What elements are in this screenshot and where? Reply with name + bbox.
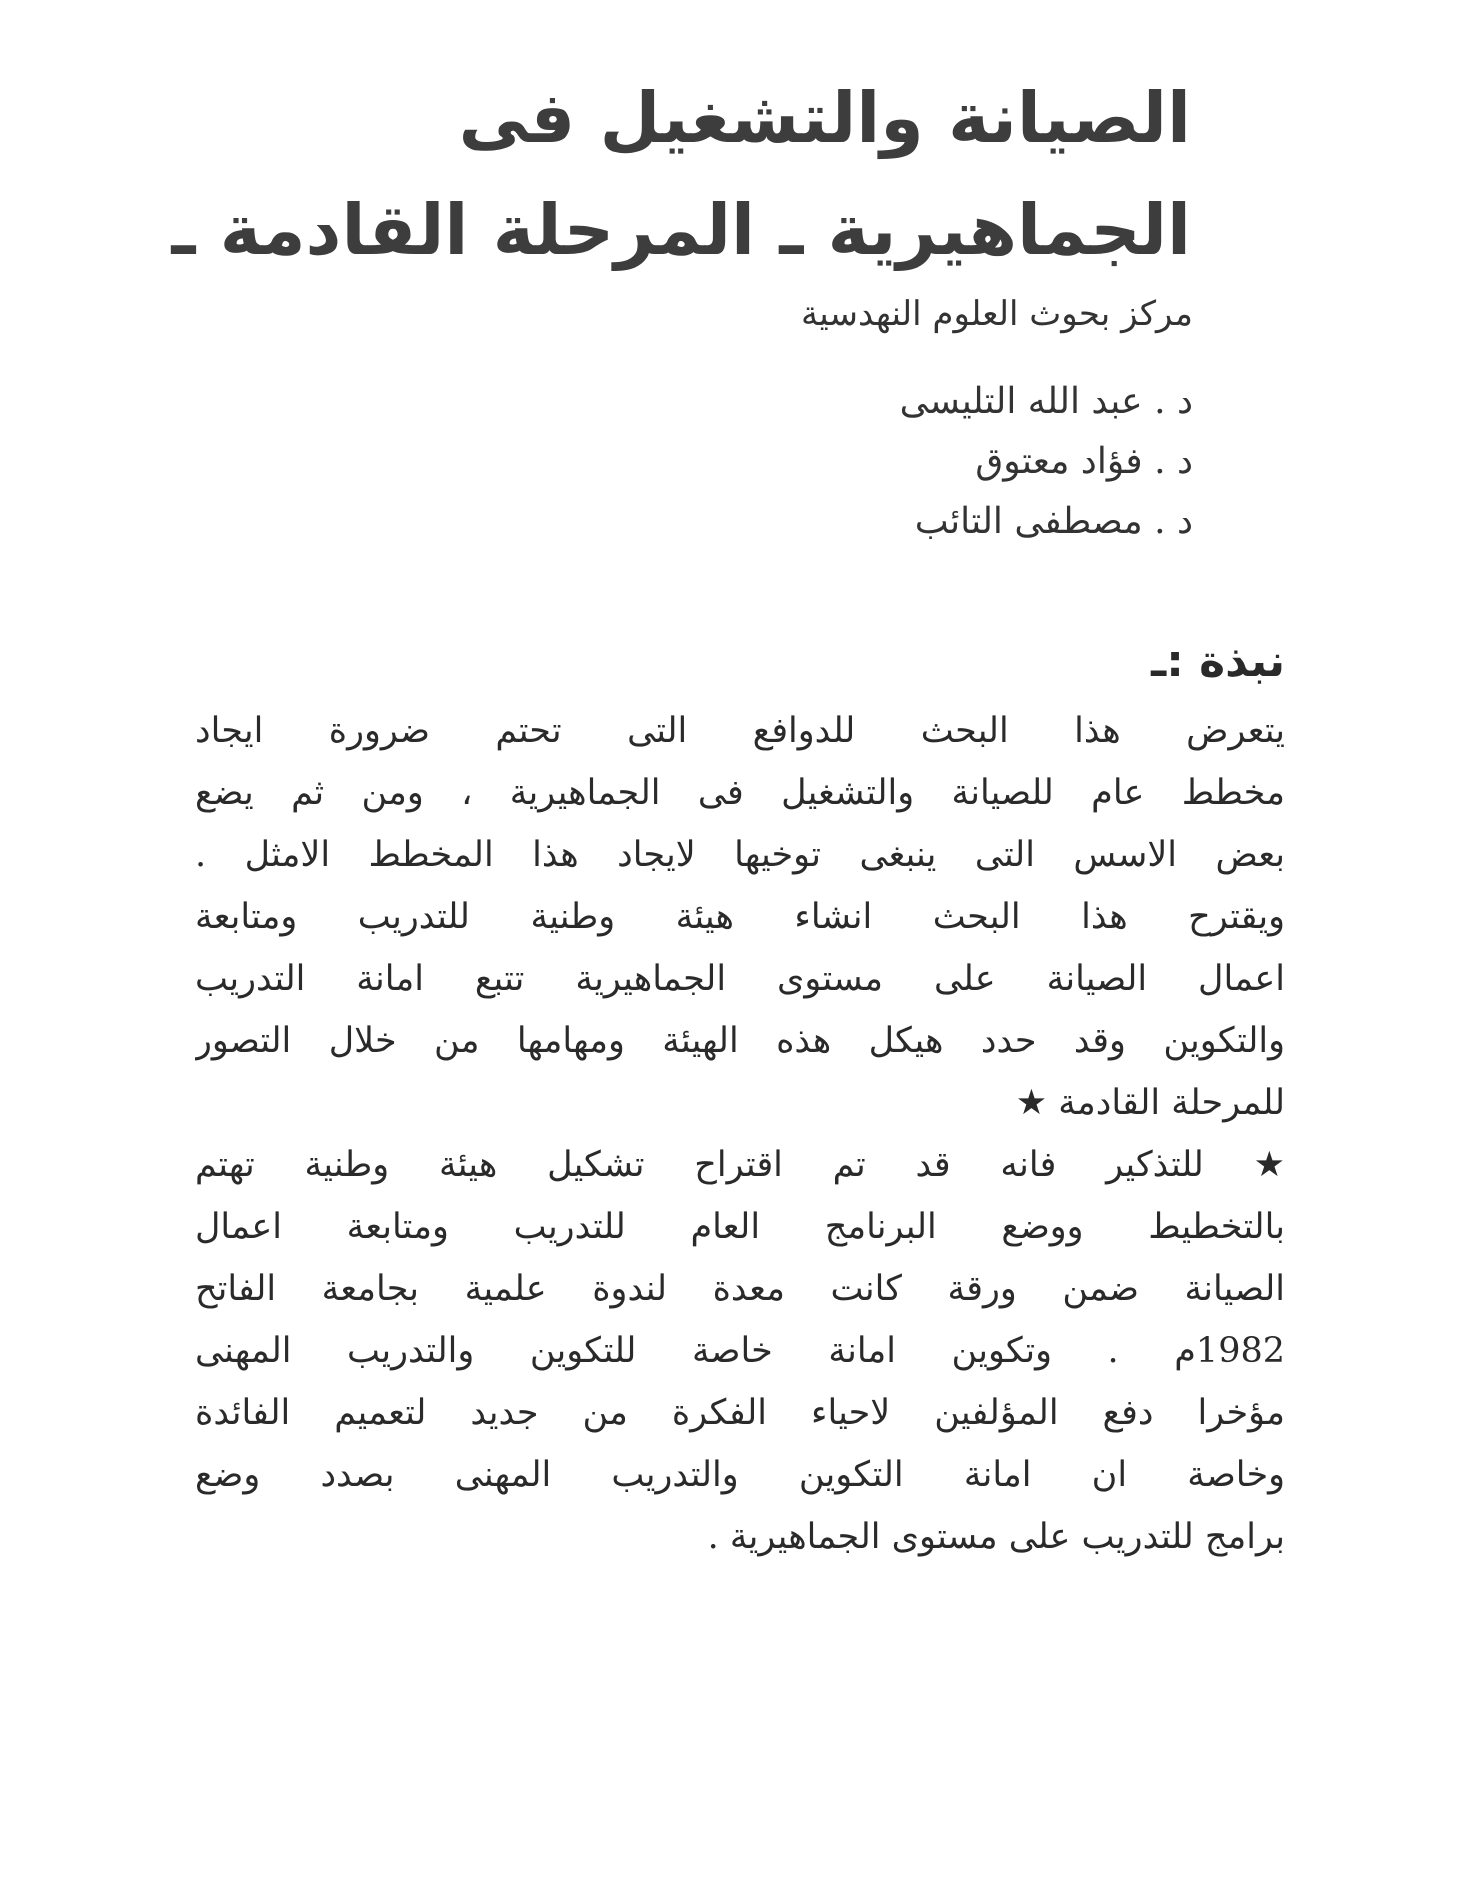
- abstract-line: للمرحلة القادمة ★: [1015, 1083, 1285, 1123]
- abstract-line: يتعرض هذا البحث للدوافع التى تحتم ضرورة ايجاد: [195, 711, 1285, 751]
- footnote-line: بالتخطيط ووضع البرنامج العام للتدريب ومتابعة اعمال: [195, 1207, 1285, 1247]
- footnote-line: الصيانة ضمن ورقة كانت معدة لندوة علمية بجامعة الفاتح: [195, 1269, 1285, 1309]
- footnote-line: وخاصة ان امانة التكوين والتدريب المهنى بصدد وضع: [195, 1455, 1285, 1495]
- paper-title-line-2: الجماهيرية ـ المرحلة القادمة ـ: [171, 189, 1191, 271]
- paper-title-line-1: الصيانة والتشغيل فى: [458, 77, 1191, 159]
- abstract-line: اعمال الصيانة على مستوى الجماهيرية تتبع امانة التدريب: [195, 959, 1285, 999]
- author-name: د . مصطفى التائب: [914, 501, 1193, 542]
- abstract-body: [195, 700, 1285, 1568]
- author-list: [900, 372, 1193, 552]
- author-name: د . فؤاد معتوق: [975, 441, 1193, 482]
- author-name: د . عبد الله التليسى: [899, 381, 1193, 422]
- abstract-heading: نبذة :ـ: [1151, 636, 1285, 687]
- abstract-line: بعض الاسس التى ينبغى توخيها لايجاد هذا المخطط الامثل .: [195, 835, 1285, 875]
- footnote-line: برامج للتدريب على مستوى الجماهيرية .: [707, 1517, 1285, 1557]
- footnote-line: مؤخرا دفع المؤلفين لاحياء الفكرة من جديد لتعميم الفائدة: [195, 1393, 1285, 1433]
- abstract-line: مخطط عام للصيانة والتشغيل فى الجماهيرية ، ومن ثم يضع: [195, 773, 1285, 813]
- paper-title: [131, 62, 1191, 286]
- footnote-line: 1982م . وتكوين امانة خاصة للتكوين والتدريب المهنى: [195, 1331, 1285, 1371]
- footnote-line: ★ للتذكير فانه قد تم اقتراح تشكيل هيئة وطنية تهتم: [195, 1145, 1285, 1185]
- affiliation: مركز بحوث العلوم النهدسية: [801, 294, 1193, 334]
- abstract-line: ويقترح هذا البحث انشاء هيئة وطنية للتدريب ومتابعة: [195, 897, 1285, 937]
- abstract-line: والتكوين وقد حدد هيكل هذه الهيئة ومهامها من خلال التصور: [195, 1021, 1285, 1061]
